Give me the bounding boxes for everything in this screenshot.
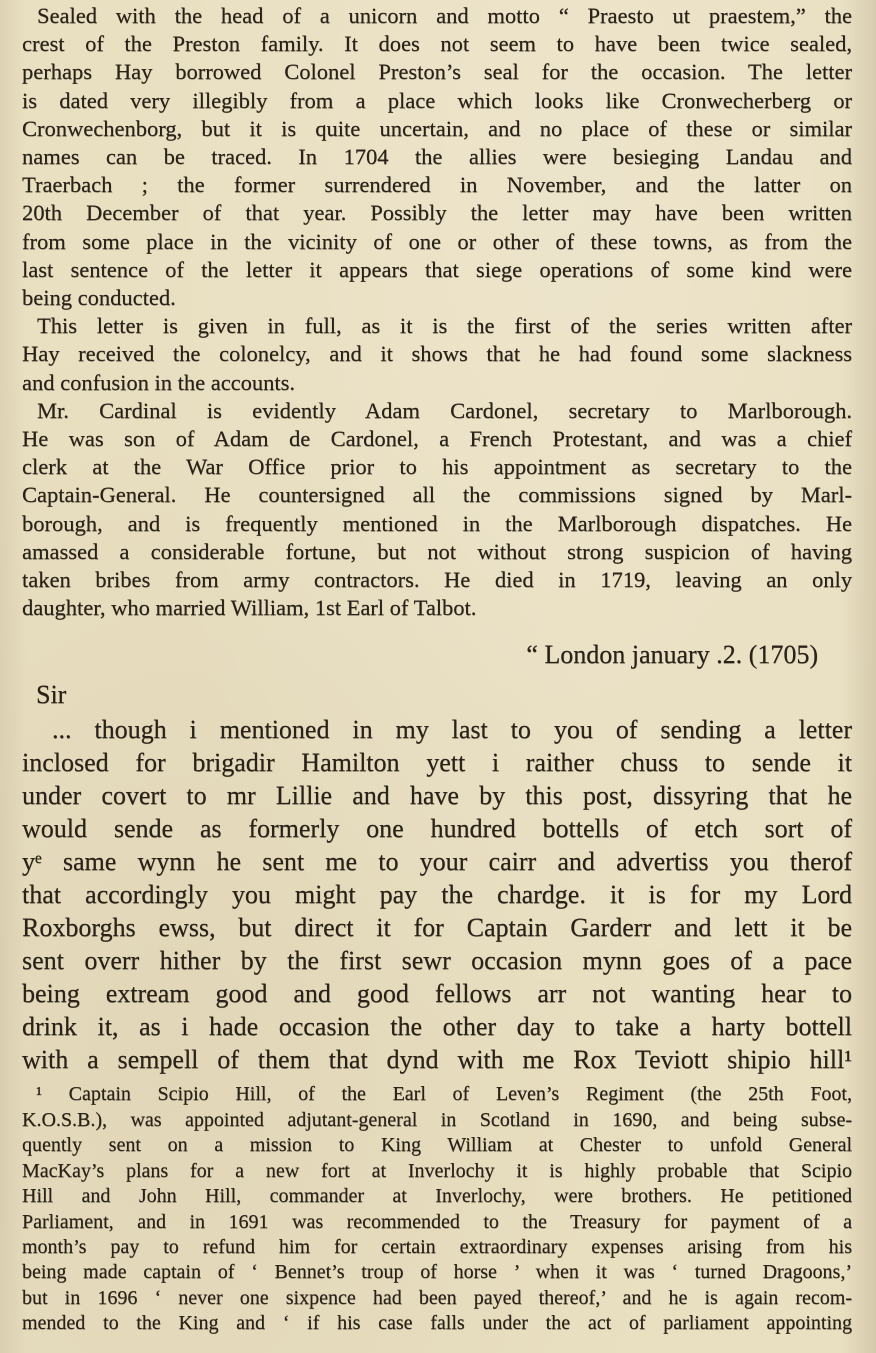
text-line: with a sempell of them that dynd with me Rox Teviott shipio hill¹ — [22, 1045, 852, 1075]
letter-salutation: Sir — [36, 680, 67, 710]
text-line: Hill and John Hill, commander at Inverlochy, were brothers. He petitioned — [22, 1185, 852, 1208]
letter-body — [22, 713, 852, 1076]
text-line: but in 1696 ‘ never one sixpence had been payed thereof,’ and he is again recom- — [22, 1286, 852, 1309]
text-line: from some place in the vicinity of one or other of these towns, as from the — [22, 228, 852, 254]
text-line: being extream good and good fellows arr not wanting hear to — [22, 979, 852, 1009]
text-line: daughter, who married William, 1st Earl of Talbot. — [22, 595, 477, 621]
text-line: crest of the Preston family. It does not seem to have been twice sealed, — [22, 31, 852, 57]
text-line: K.O.S.B.), was appointed adjutant-general in Scotland in 1690, and being subse- — [22, 1108, 852, 1131]
paragraph-letter-intro — [22, 312, 852, 397]
text-line: Cronwechenborg, but it is quite uncertain, and no place of these or similar — [22, 115, 852, 141]
text-line: taken bribes from army contractors. He died in 1719, leaving an only — [22, 567, 852, 593]
text-line: and confusion in the accounts. — [22, 369, 296, 395]
text-line: Mr. Cardinal is evidently Adam Cardonel, secretary to Marlborough. — [37, 397, 852, 423]
text-line: mended to the King and ‘ if his case falls under the act of parliament appointing — [22, 1312, 852, 1335]
text-line: names can be traced. In 1704 the allies were besieging Landau and — [22, 144, 852, 170]
text-line: quently sent on a mission to King William at Chester to unfold General — [22, 1134, 852, 1157]
text-line: under covert to mr Lillie and have by this post, dissyring that he — [22, 781, 852, 811]
text-line: clerk at the War Office prior to his appointment as secretary to the — [22, 454, 852, 480]
text-line: Roxborghs ewss, but direct it for Captain Garderr and lett it be — [22, 913, 852, 943]
text-line: Hay received the colonelcy, and it shows that he had found some slackness — [22, 341, 852, 367]
text-line: MacKay’s plans for a new fort at Inverlochy it is highly probable that Scipio — [22, 1159, 852, 1182]
text-line: 20th December of that year. Possibly the letter may have been written — [22, 200, 852, 226]
text-line: is dated very illegibly from a place which looks like Cronwecherberg or — [22, 87, 852, 113]
text-line: This letter is given in full, as it is the first of the series written after — [37, 313, 852, 339]
text-line: ¹ Captain Scipio Hill, of the Earl of Leven’s Regiment (the 25th Foot, — [36, 1083, 852, 1106]
text-line: Parliament, and in 1691 was recommended to the Treasury for payment of a — [22, 1210, 852, 1233]
text-line: being conducted. — [22, 285, 176, 311]
text-line: amassed a considerable fortune, but not without strong suspicion of having — [22, 538, 852, 564]
text-line: perhaps Hay borrowed Colonel Preston’s seal for the occasion. The letter — [22, 59, 852, 85]
paragraph-cardonel-biography — [22, 397, 852, 623]
text-line: that accordingly you might pay the chardge. it is for my Lord — [22, 880, 852, 910]
text-line: sent overr hither by the first sewr occasion mynn goes of a pace — [22, 946, 852, 976]
text-line: drink it, as i hade occasion the other day to take a harty bottell — [22, 1012, 852, 1042]
text-line: last sentence of the letter it appears that siege operations of some kind were — [22, 256, 852, 282]
text-line: Captain-General. He countersigned all the commissions signed by Marl- — [22, 482, 852, 508]
text-line: borough, and is frequently mentioned in the Marlborough dispatches. He — [22, 510, 852, 536]
letter-dateline: “ London january .2. (1705) — [526, 640, 818, 670]
paragraph-seal-description — [22, 2, 852, 312]
commentary-section — [22, 2, 852, 622]
text-line: ... though i mentioned in my last to you of sending a letter — [52, 715, 852, 745]
text-line: being made captain of ‘ Bennet’s troup of horse ’ when it was ‘ turned Dragoons,’ — [22, 1261, 852, 1284]
text-line: would sende as formerly one hundred bottells of etch sort of — [22, 814, 852, 844]
text-line: inclosed for brigadir Hamilton yett i raither chuss to sende it — [22, 748, 852, 778]
footnote-scipio-hill — [22, 1082, 852, 1336]
text-line: He was son of Adam de Cardonel, a French Protestant, and was a chief — [22, 426, 852, 452]
text-line: Sealed with the head of a unicorn and motto “ Praesto ut praestem,” the — [37, 3, 852, 28]
text-line: yᵉ same wynn he sent me to your cairr and advertiss you therof — [22, 847, 852, 877]
text-line: Traerbach ; the former surrendered in November, and the latter on — [22, 172, 852, 198]
text-line: month’s pay to refund him for certain extraordinary expenses arising from his — [22, 1235, 852, 1258]
